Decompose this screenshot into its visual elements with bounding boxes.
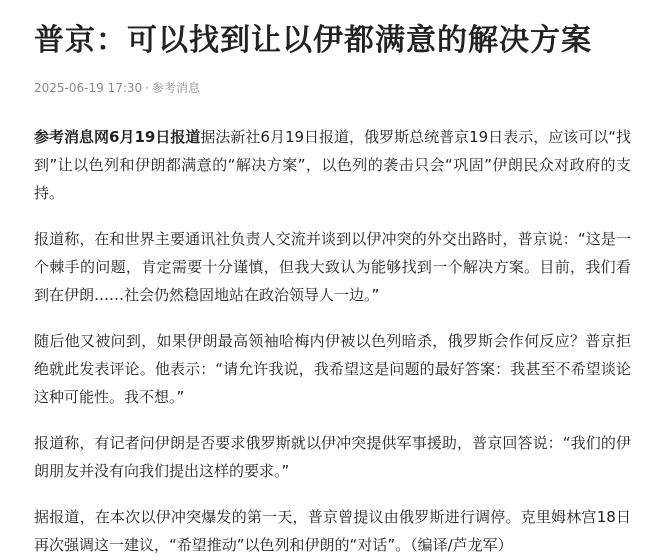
article-meta (34, 80, 631, 96)
publish-datetime: 2025-06-19 17:30 (34, 81, 143, 95)
paragraph-3: 随后他又被问到，如果伊朗最高领袖哈梅内伊被以色列暗杀，俄罗斯会作何反应？普京拒绝就此发表评论。他表示：“请允许我说，我希望这是问题的最好答案：我甚至不希望谈论这种可能性。我不想。” (34, 332, 631, 406)
source-name: 参考消息 (151, 81, 200, 95)
paragraph-4: 报道称，有记者问伊朗是否要求俄罗斯就以伊冲突提供军事援助，普京回答说：“我们的伊朗朋友并没有向我们提出这样的要求。” (34, 434, 631, 480)
article-title: 普京：可以找到让以伊都满意的解决方案 (34, 23, 592, 58)
paragraph-2: 报道称，在和世界主要通讯社负责人交流并谈到以伊冲突的外交出路时，普京说：“这是一个棘手的问题，肯定需要十分谨慎，但我大致认为能够找到一个解决方案。目前，我们看到在伊朗……社会仍然稳固地站在政治领导人一边。” (34, 230, 631, 304)
article-body (34, 123, 631, 559)
paragraph-5: 据报道，在本次以伊冲突爆发的第一天，普京曾提议由俄罗斯进行调停。克里姆林宫18日再次强调这一建议，“希望推动”以色列和伊朗的“对话”。（编译/芦龙军） (34, 508, 631, 554)
meta-separator: · (145, 81, 149, 95)
paragraph-1-text: 据法新社6月19日报道，俄罗斯总统普京19日表示，应该可以“找到”让以色列和伊朗都满意的“解决方案”，以色列的袭击只会“巩固”伊朗民众对政府的支持。 (34, 128, 632, 202)
lead-dateline: 参考消息网6月19日报道 (34, 128, 201, 146)
paragraph-1 (34, 123, 631, 207)
